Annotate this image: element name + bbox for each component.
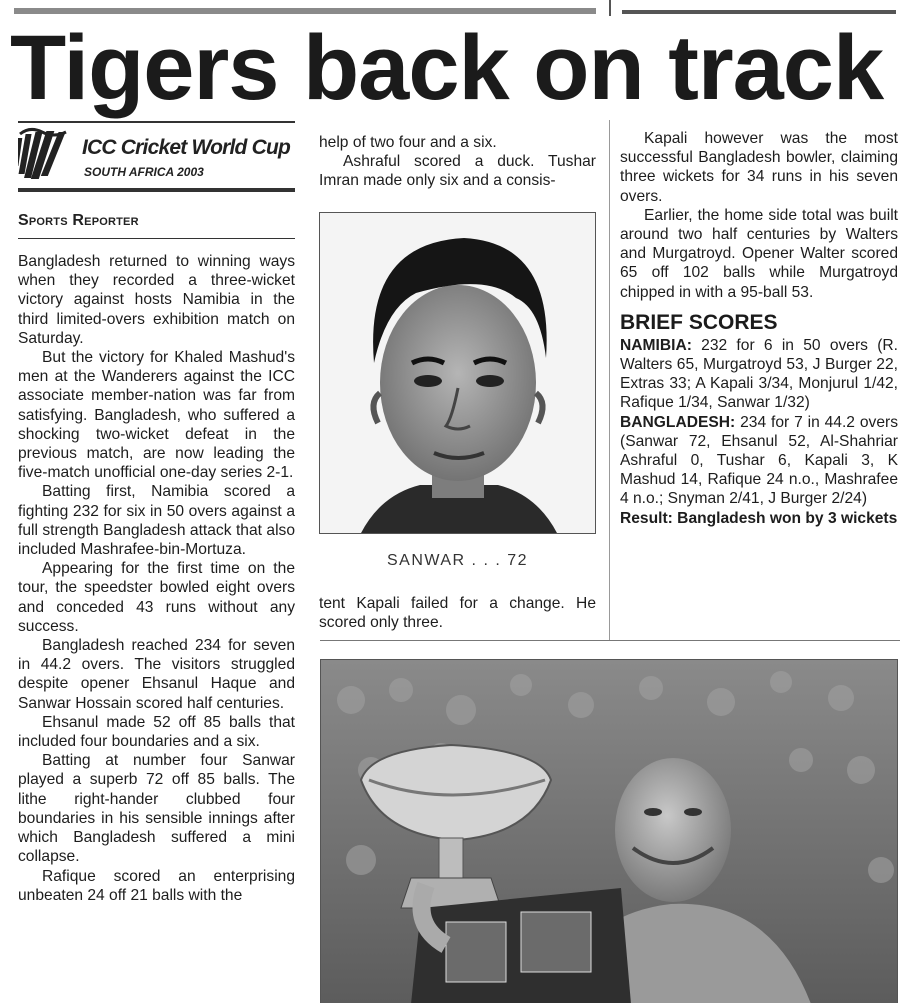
- section-rule: [320, 640, 900, 641]
- paragraph: Bangladesh reached 234 for seven in 44.2 overs. The visitors struggled despite opener Ehsanul Haque and Sanwar Hossain scored half centuries.: [18, 637, 295, 712]
- trophy-celebration-image: [321, 660, 898, 1003]
- bangladesh-score: [620, 413, 898, 509]
- paragraph: tent Kapali failed for a change. He scored only three.: [319, 595, 596, 632]
- photo-caption: SANWAR . . . 72: [386, 552, 529, 569]
- article-column-1: [18, 252, 295, 905]
- bangladesh-label: BANGLADESH:: [620, 413, 736, 431]
- paragraph: Bangladesh returned to winning ways when they recorded a three-wicket victory against hosts Namibia in the third limited-overs exhibition match on Saturday.: [18, 253, 295, 347]
- namibia-score-text: 232 for 6 in 50 overs (R. Walters 65, Murgatroyd 53, J Burger 22, Extras 33; A Kapali 3/34, Monjurul 1/42, Rafique 1/34, Sanwar 1/32): [620, 336, 898, 412]
- paragraph: Appearing for the first time on the tour, the speedster bowled eight overs and conceded 43 runs without any success.: [18, 560, 295, 635]
- logo-subtitle: SOUTH AFRICA 2003: [84, 165, 204, 179]
- byline: Sports Reporter: [18, 212, 139, 229]
- byline-rule: [18, 238, 295, 239]
- paragraph: Kapali however was the most successful Bangladesh bowler, claiming three wickets for 34 runs in his seven overs.: [620, 130, 898, 205]
- namibia-label: NAMIBIA:: [620, 336, 692, 354]
- paragraph: But the victory for Khaled Mashud's men at the Wanderers against the ICC associate member-nation was far from satisfying. Bangladesh, who suffered a shocking two-wicket defeat in the previous match, are now leading the five-match unofficial one-day series 2-1.: [18, 349, 295, 482]
- paragraph: Batting first, Namibia scored a fighting 232 for six in 50 overs against a full strength Bangladesh attack that also included Mashrafee-bin-Mortuza.: [18, 483, 295, 559]
- paragraph: Earlier, the home side total was built around two half centuries by Walters and Murgatroyd. Opener Walter scored 65 off 102 balls while Murgatroyd chipped in with a 95-ball 53.: [620, 206, 898, 301]
- paragraph: Rafique scored an enterprising unbeaten 24 off 21 balls with the: [18, 867, 295, 904]
- column-divider: [609, 120, 610, 640]
- article-column-2-bottom: [319, 594, 596, 632]
- paragraph: help of two four and a six.: [319, 134, 497, 151]
- brief-scores: [620, 310, 898, 528]
- match-result: Result: Bangladesh won by 3 wickets: [620, 509, 898, 527]
- paragraph: Ehsanul made 52 off 85 balls that included four boundaries and a six.: [18, 713, 295, 751]
- player-photo: [319, 212, 596, 534]
- headline: Tigers back on track: [10, 17, 884, 119]
- article-column-2-top: [319, 133, 596, 191]
- paragraph: Batting at number four Sanwar played a superb 72 off 85 balls. The lithe right-hander clubbed four boundaries in his sensible innings after which Bangladesh suffered a mini collapse.: [18, 752, 295, 866]
- icc-world-cup-logo: [18, 122, 295, 192]
- logo-rule-bottom: [18, 188, 295, 192]
- article-column-3: [620, 129, 898, 528]
- brief-scores-heading: BRIEF SCORES: [620, 310, 778, 334]
- player-portrait-image: [320, 213, 596, 534]
- namibia-score: [620, 336, 898, 413]
- logo-title: ICC Cricket World Cup: [82, 136, 290, 159]
- trophy-photo: [320, 659, 898, 1003]
- paragraph: Ashraful scored a duck. Tushar Imran made only six and a consis-: [319, 153, 596, 190]
- world-cup-emblem-icon: [18, 126, 78, 184]
- bangladesh-score-text: 234 for 7 in 44.2 overs (Sanwar 72, Ehsanul 52, Al-Shahriar Ashraful 0, Tushar 6, Kapali 3, K Mashud 14, Rafique 24 n.o., Mashrafee 4 n.o.; Snyman 2/41, J Burger 2/24): [620, 413, 898, 508]
